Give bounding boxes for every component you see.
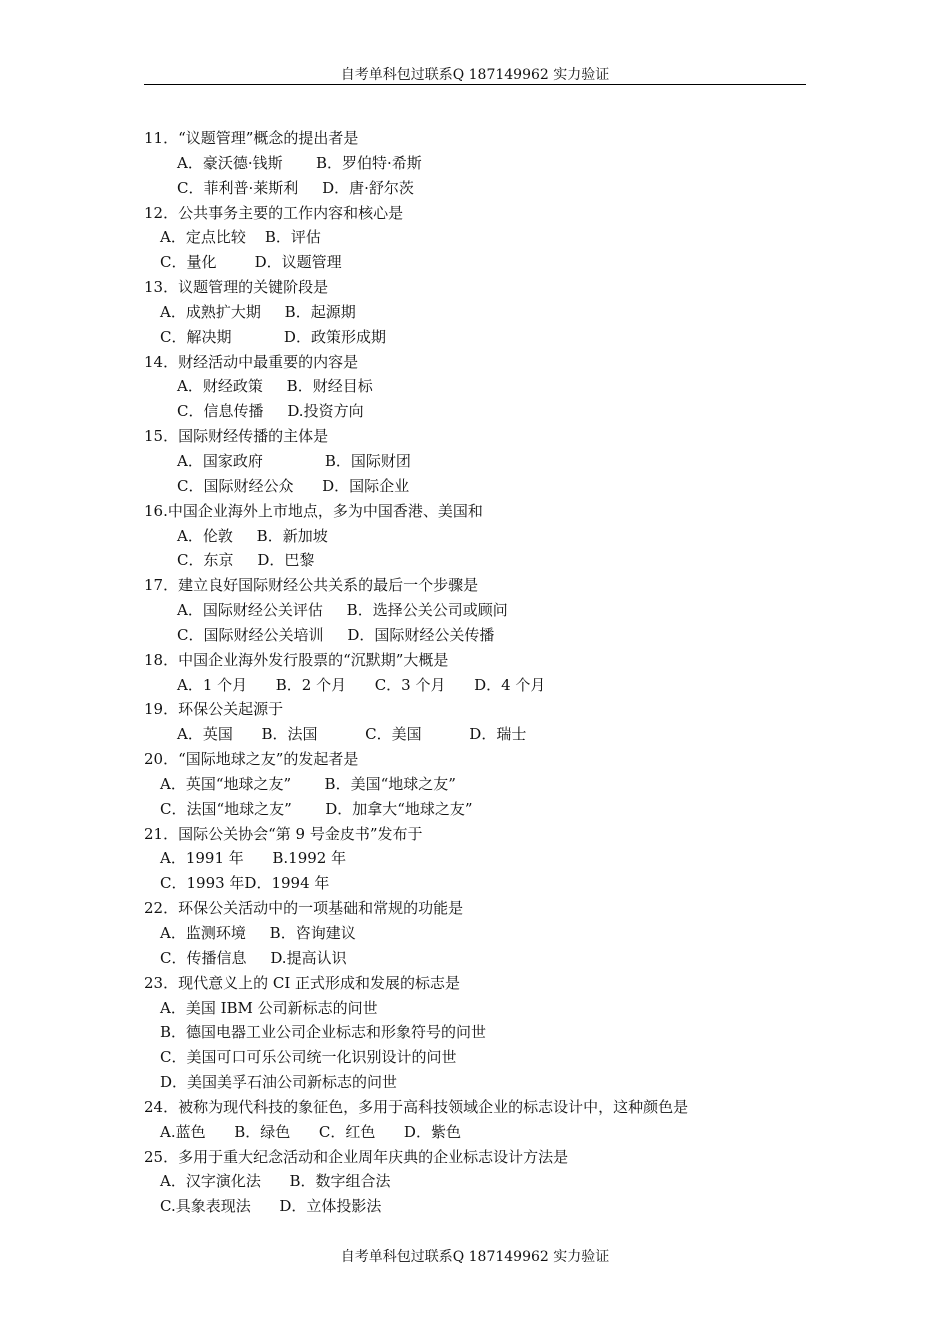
option-line: A．豪沃德·钱斯 B．罗伯特·希斯 <box>177 153 422 172</box>
option-line: D．美国美孚石油公司新标志的问世 <box>160 1073 398 1092</box>
question-line: 15．国际财经传播的主体是 <box>144 427 329 446</box>
option-line: C.具象表现法 D．立体投影法 <box>160 1197 382 1216</box>
question-line: 20．“国际地球之友”的发起者是 <box>144 750 359 769</box>
option-line: A．1 个月 B．2 个月 C．3 个月 D．4 个月 <box>177 675 546 694</box>
question-line: 14．财经活动中最重要的内容是 <box>144 352 359 371</box>
question-line: 12．公共事务主要的工作内容和核心是 <box>144 203 404 222</box>
option-line: A．伦敦 B．新加坡 <box>177 526 328 545</box>
option-line: C．1993 年D．1994 年 <box>160 874 330 893</box>
question-line: 23．现代意义上的 CI 正式形成和发展的标志是 <box>144 973 461 992</box>
option-line: C．东京 D．巴黎 <box>177 551 315 570</box>
option-line: C．法国“地球之友” D．加拿大“地球之友” <box>160 799 473 818</box>
question-line: 13．议题管理的关键阶段是 <box>144 278 329 297</box>
question-line: 24．被称为现代科技的象征色，多用于高科技领域企业的标志设计中，这种颜色是 <box>144 1097 689 1116</box>
question-line: 21．国际公关协会“第 9 号金皮书”发布于 <box>144 824 423 843</box>
question-line: 17．建立良好国际财经公共关系的最后一个步骤是 <box>144 576 479 595</box>
option-line: A．财经政策 B．财经目标 <box>177 377 373 396</box>
question-line: 18．中国企业海外发行股票的“沉默期”大概是 <box>144 650 449 669</box>
option-line: A．监测环境 B．咨询建议 <box>160 924 356 942</box>
option-line: C．传播信息 D.提高认识 <box>160 948 347 967</box>
header-rule <box>144 84 806 85</box>
option-line: A．汉字演化法 B．数字组合法 <box>160 1172 391 1191</box>
question-line: 19．环保公关起源于 <box>144 700 284 719</box>
question-line: 11．“议题管理”概念的提出者是 <box>144 129 359 147</box>
option-line: C．美国可口可乐公司统一化识别设计的问世 <box>160 1048 457 1067</box>
option-line: C．国际财经公关培训 D．国际财经公关传播 <box>177 625 495 644</box>
option-line: A．定点比较 B．评估 <box>160 228 321 247</box>
option-line: A．成熟扩大期 B．起源期 <box>160 302 356 321</box>
option-line: B．德国电器工业公司企业标志和形象符号的问世 <box>160 1023 487 1042</box>
option-line: A．国家政府 B．国际财团 <box>177 451 411 470</box>
question-line: 25．多用于重大纪念活动和企业周年庆典的企业标志设计方法是 <box>144 1147 569 1166</box>
option-line: A．美国 IBM 公司新标志的问世 <box>160 998 378 1017</box>
option-line: A．英国“地球之友” B．美国“地球之友” <box>160 774 456 793</box>
option-line: A.蓝色 B．绿色 C．红色 D．紫色 <box>160 1122 461 1141</box>
option-line: C．菲利普·莱斯利 D．唐·舒尔茨 <box>177 178 414 197</box>
option-line: C．国际财经公众 D．国际企业 <box>177 476 410 495</box>
option-line: A．1991 年 B.1992 年 <box>160 849 347 868</box>
option-line: C．量化 D．议题管理 <box>160 253 342 272</box>
option-line: A．英国 B．法国 C．美国 D．瑞士 <box>177 725 527 744</box>
question-line: 16.中国企业海外上市地点，多为中国香港、美国和 <box>144 501 483 520</box>
question-line: 22．环保公关活动中的一项基础和常规的功能是 <box>144 899 464 918</box>
page-header: 自考单科包过联系Q 187149962 实力验证 <box>340 67 610 83</box>
question-list <box>144 126 806 1219</box>
option-line: C．信息传播 D.投资方向 <box>177 402 364 421</box>
option-line: C．解决期 D．政策形成期 <box>160 327 386 346</box>
option-line: A．国际财经公关评估 B．选择公关公司或顾问 <box>177 601 508 620</box>
page-footer: 自考单科包过联系Q 187149962 实力验证 <box>340 1249 610 1265</box>
